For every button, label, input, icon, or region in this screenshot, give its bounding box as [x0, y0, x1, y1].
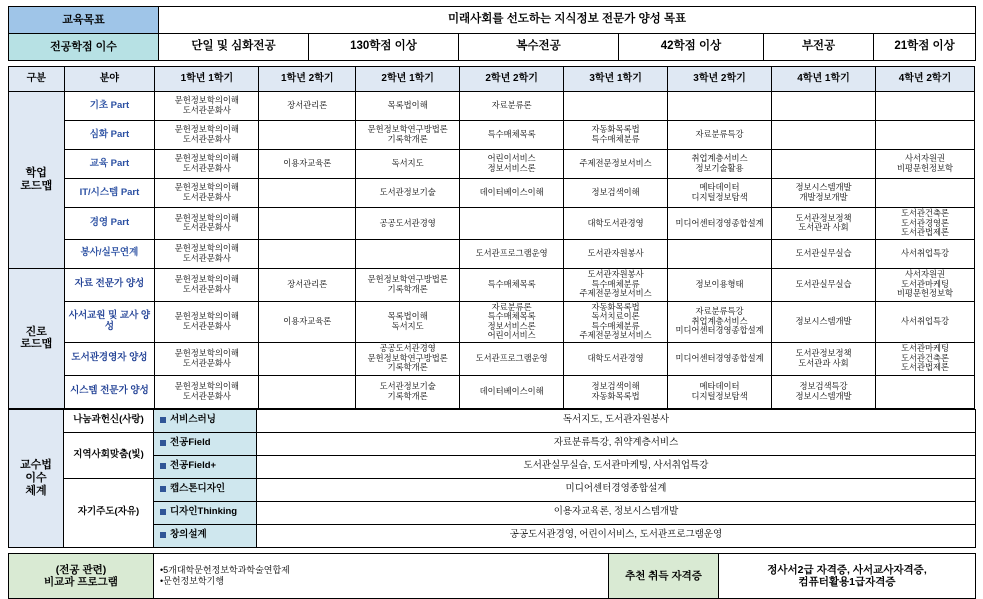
col-header-2: 1학년 1학기 — [155, 67, 259, 92]
course-cell: 도서관정보기술 기록학개론 — [356, 375, 460, 408]
extracurricular-item-0: •5개대학문헌정보학과학술연합제 — [160, 565, 290, 576]
course-cell: 자료분류특강 취업계층서비스 미디어센터경영종합설계 — [668, 301, 772, 342]
teaching-method-table — [8, 409, 976, 548]
course-cell: 도서관자원봉사 특수매체분류 주제전문정보서비스 — [564, 268, 668, 301]
extracurricular-label-line1: (전공 관련) — [55, 563, 107, 576]
table-row — [9, 150, 975, 179]
extracurricular-label-line2: 비교과 프로그램 — [44, 575, 118, 588]
method-row — [9, 524, 976, 547]
area-label: 경영 Part — [64, 208, 155, 240]
course-cell: 어린이서비스 정보서비스론 — [460, 150, 564, 179]
course-cell: 목록법이해 — [356, 92, 460, 121]
course-cell: 공공도서관경영 문헌정보학연구방법론 기록학개론 — [356, 342, 460, 375]
method-row — [9, 478, 976, 501]
course-cell: 정보시스템개발 — [772, 301, 876, 342]
course-cell: 공공도서관경영 — [356, 208, 460, 240]
course-cell: 자동화목록법 독서치료이론 특수매체분류 주제전문정보서비스 — [564, 301, 668, 342]
course-cell: 사서자원권 도서관마케팅 비평문헌정보학 — [875, 268, 974, 301]
course-cell: 문헌정보학의이해 도서관문화사 — [155, 375, 259, 408]
course-cell: 도서관실무실습 — [772, 239, 876, 268]
course-cell — [772, 150, 876, 179]
course-cell — [259, 121, 356, 150]
course-cell — [259, 342, 356, 375]
col-header-8: 4학년 1학기 — [772, 67, 876, 92]
course-cell — [564, 92, 668, 121]
method-tag-label: 캡스톤디자인 — [170, 483, 226, 495]
certificate-value-line2: 컴퓨터활용1급자격증 — [798, 575, 896, 588]
course-cell: 장서관리론 — [259, 268, 356, 301]
credit-name-1: 복수전공 — [459, 34, 619, 61]
method-section-label: 교수법 이수 체계 — [9, 409, 64, 547]
table-row — [9, 375, 975, 408]
course-cell: 도서관정보정책 도서관과 사회 — [772, 208, 876, 240]
header-row — [9, 67, 975, 92]
bullet-square-icon — [160, 440, 166, 446]
table-row — [9, 301, 975, 342]
method-tag — [154, 409, 257, 432]
method-tag — [154, 478, 257, 501]
method-row — [9, 455, 976, 478]
table-row — [9, 239, 975, 268]
certificate-label: 추천 취득 자격증 — [609, 553, 719, 598]
course-cell: 사서취업특강 — [875, 239, 974, 268]
course-cell: 문헌정보학의이해 도서관문화사 — [155, 268, 259, 301]
credit-label: 전공학점 이수 — [9, 34, 159, 61]
course-cell: 메타데이터 디지털정보탐색 — [668, 179, 772, 208]
course-cell: 문헌정보학의이해 도서관문화사 — [155, 301, 259, 342]
course-cell: 장서관리론 — [259, 92, 356, 121]
course-cell — [259, 239, 356, 268]
course-cell: 이용자교육론 — [259, 150, 356, 179]
course-cell: 자료분류론 — [460, 92, 564, 121]
area-label: 심화 Part — [64, 121, 155, 150]
course-cell: 목록법이해 독서지도 — [356, 301, 460, 342]
credit-value-1: 42학점 이상 — [619, 34, 764, 61]
bullet-square-icon — [160, 486, 166, 492]
method-group-label: 지역사회맞춤(빛) — [64, 432, 154, 478]
method-row — [9, 432, 976, 455]
goal-row — [9, 7, 976, 34]
area-label: 시스템 전문가 양성 — [64, 375, 155, 408]
course-cell: 데이터베이스이해 — [460, 179, 564, 208]
course-cell: 데이터베이스이해 — [460, 375, 564, 408]
table-row — [9, 208, 975, 240]
method-tag-label: 창의설계 — [170, 529, 207, 541]
credit-value-0: 130학점 이상 — [309, 34, 459, 61]
area-label: 교육 Part — [64, 150, 155, 179]
method-tag — [154, 501, 257, 524]
course-cell — [259, 208, 356, 240]
course-cell: 미디어센터경영종합설계 — [668, 342, 772, 375]
extracurricular-item-1: •문헌정보학기행 — [160, 575, 225, 586]
method-courses: 공공도서관경영, 어린이서비스, 도서관프로그램운영 — [257, 524, 976, 547]
course-cell — [668, 239, 772, 268]
method-tag-label: 디자인Thinking — [170, 506, 238, 518]
section-label-career: 진로 로드맵 — [9, 268, 65, 408]
course-cell — [875, 121, 974, 150]
course-cell: 대학도서관경영 — [564, 342, 668, 375]
method-tag — [154, 524, 257, 547]
table-row — [9, 342, 975, 375]
area-label: IT/시스템 Part — [64, 179, 155, 208]
col-header-1: 분야 — [64, 67, 155, 92]
method-courses: 미디어센터경영종합설계 — [257, 478, 976, 501]
course-cell: 사서취업특강 — [875, 301, 974, 342]
area-label: 봉사/실무연계 — [64, 239, 155, 268]
extracurricular-label — [9, 553, 154, 598]
top-summary-table — [8, 6, 976, 61]
course-cell: 취업계층서비스 정보기술활용 — [668, 150, 772, 179]
course-cell — [875, 179, 974, 208]
course-cell: 문헌정보학의이해 도서관문화사 — [155, 92, 259, 121]
course-cell: 도서관실무실습 — [772, 268, 876, 301]
certificate-value — [719, 553, 976, 598]
course-cell: 특수매체목록 — [460, 268, 564, 301]
course-cell: 정보이용형태 — [668, 268, 772, 301]
course-cell — [875, 92, 974, 121]
table-row — [9, 268, 975, 301]
course-cell: 정보검색특강 정보시스템개발 — [772, 375, 876, 408]
method-tag-label: 전공Field+ — [170, 460, 217, 472]
course-cell — [356, 239, 460, 268]
extracurricular-items — [154, 553, 609, 598]
method-courses: 도서관실무실습, 도서관마케팅, 사서취업특강 — [257, 455, 976, 478]
course-cell: 자료분류론 특수매체목록 정보서비스론 어린이서비스 — [460, 301, 564, 342]
method-courses: 이용자교육론, 정보시스템개발 — [257, 501, 976, 524]
course-cell: 자료분류특강 — [668, 121, 772, 150]
course-cell: 도서관자원봉사 — [564, 239, 668, 268]
goal-text: 미래사회를 선도하는 지식정보 전문가 양성 목표 — [159, 7, 976, 34]
course-cell — [259, 375, 356, 408]
bullet-square-icon — [160, 463, 166, 469]
course-cell: 특수매체목록 — [460, 121, 564, 150]
bottom-table — [8, 553, 976, 599]
col-header-7: 3학년 2학기 — [668, 67, 772, 92]
method-group-label: 나눔과헌신(사랑) — [64, 409, 154, 432]
course-cell: 문헌정보학의이해 도서관문화사 — [155, 179, 259, 208]
course-cell: 문헌정보학연구방법론 기록학개론 — [356, 268, 460, 301]
col-header-3: 1학년 2학기 — [259, 67, 356, 92]
course-cell: 문헌정보학의이해 도서관문화사 — [155, 121, 259, 150]
course-cell: 도서관마케팅 도서관건축론 도서관법제론 — [875, 342, 974, 375]
course-cell: 사서자원권 비평문헌정보학 — [875, 150, 974, 179]
course-cell: 도서관정보기술 — [356, 179, 460, 208]
course-cell: 문헌정보학의이해 도서관문화사 — [155, 239, 259, 268]
method-courses: 자료분류특강, 취약계층서비스 — [257, 432, 976, 455]
course-cell: 자동화목록법 특수매체분류 — [564, 121, 668, 150]
area-label: 도서관경영자 양성 — [64, 342, 155, 375]
method-tag — [154, 455, 257, 478]
bullet-square-icon — [160, 532, 166, 538]
area-label: 기초 Part — [64, 92, 155, 121]
method-row — [9, 501, 976, 524]
course-cell: 도서관정보정책 도서관과 사회 — [772, 342, 876, 375]
method-group-label: 자기주도(자유) — [64, 478, 154, 547]
course-cell — [772, 121, 876, 150]
section-label-academic: 학업 로드맵 — [9, 92, 65, 269]
col-header-6: 3학년 1학기 — [564, 67, 668, 92]
course-cell: 주제전문정보서비스 — [564, 150, 668, 179]
bottom-row — [9, 553, 976, 598]
goal-label: 교육목표 — [9, 7, 159, 34]
method-tag-label: 서비스러닝 — [170, 414, 216, 426]
course-cell — [259, 179, 356, 208]
course-cell: 정보검색이해 자동화목록법 — [564, 375, 668, 408]
course-cell: 도서관프로그램운영 — [460, 239, 564, 268]
course-cell: 정보검색이해 — [564, 179, 668, 208]
roadmap-table — [8, 66, 975, 409]
course-cell: 정보시스템개발 개발정보개발 — [772, 179, 876, 208]
method-courses: 독서지도, 도서관자원봉사 — [257, 409, 976, 432]
course-cell: 문헌정보학연구방법론 기록학개론 — [356, 121, 460, 150]
course-cell: 독서지도 — [356, 150, 460, 179]
col-header-5: 2학년 2학기 — [460, 67, 564, 92]
course-cell — [460, 208, 564, 240]
table-row — [9, 179, 975, 208]
area-label: 자료 전문가 양성 — [64, 268, 155, 301]
col-header-0: 구분 — [9, 67, 65, 92]
course-cell — [668, 92, 772, 121]
method-tag-label: 전공Field — [170, 437, 211, 449]
course-cell — [875, 375, 974, 408]
course-cell: 문헌정보학의이해 도서관문화사 — [155, 150, 259, 179]
credit-name-0: 단일 및 심화전공 — [159, 34, 309, 61]
table-row — [9, 92, 975, 121]
area-label: 사서교원 및 교사 양성 — [64, 301, 155, 342]
credit-row — [9, 34, 976, 61]
col-header-4: 2학년 1학기 — [356, 67, 460, 92]
course-cell — [772, 92, 876, 121]
course-cell: 이용자교육론 — [259, 301, 356, 342]
col-header-9: 4학년 2학기 — [875, 67, 974, 92]
credit-name-2: 부전공 — [764, 34, 874, 61]
bullet-square-icon — [160, 417, 166, 423]
course-cell: 미디어센터경영종합설계 — [668, 208, 772, 240]
certificate-value-line1: 정사서2급 자격증, 사서교사자격증, — [767, 563, 927, 576]
course-cell: 문헌정보학의이해 도서관문화사 — [155, 208, 259, 240]
table-row — [9, 121, 975, 150]
credit-value-2: 21학점 이상 — [874, 34, 976, 61]
course-cell: 메타데이터 디지털정보탐색 — [668, 375, 772, 408]
course-cell: 문헌정보학의이해 도서관문화사 — [155, 342, 259, 375]
course-cell: 도서관프로그램운영 — [460, 342, 564, 375]
course-cell: 대학도서관경영 — [564, 208, 668, 240]
method-tag — [154, 432, 257, 455]
method-row — [9, 409, 976, 432]
bullet-square-icon — [160, 509, 166, 515]
course-cell: 도서관건축론 도서관경영론 도서관법제론 — [875, 208, 974, 240]
